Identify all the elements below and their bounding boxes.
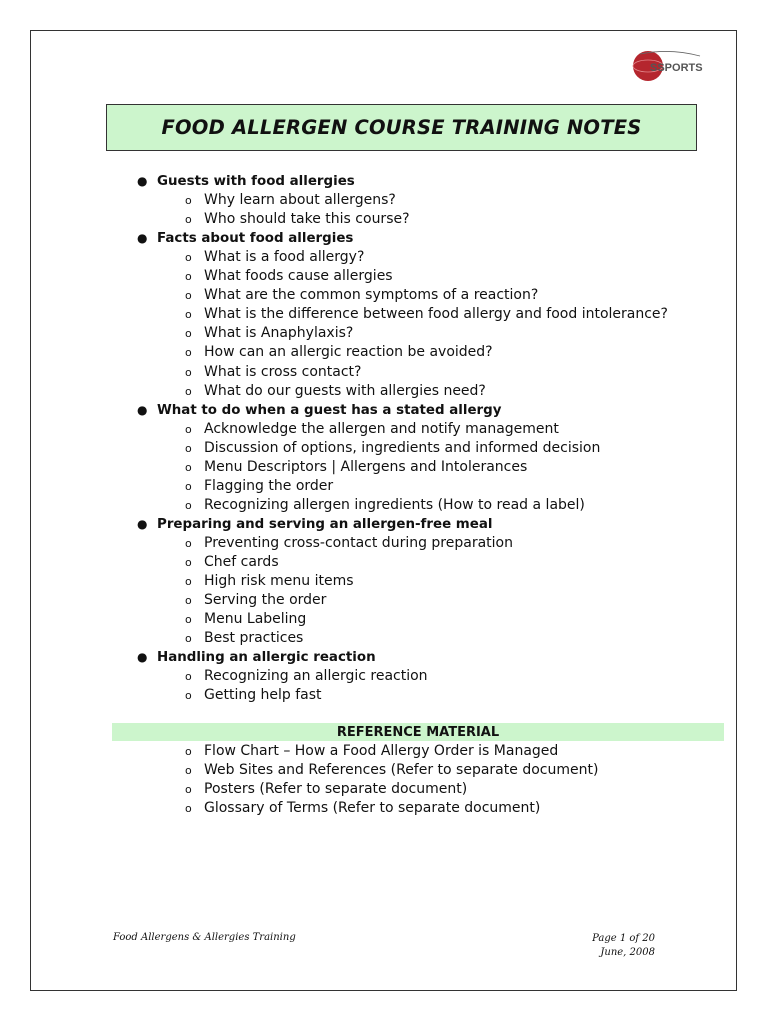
sub-bullet-icon: o: [185, 194, 192, 208]
outline-item: [185, 591, 326, 610]
outline-item: [185, 629, 303, 648]
outline-item-text: Best practices: [204, 630, 304, 647]
reference-item-text: Web Sites and References (Refer to separate document): [204, 762, 599, 779]
sub-bullet-icon: o: [185, 613, 192, 627]
outline-item-text: High risk menu items: [204, 573, 354, 590]
outline-item-text: How can an allergic reaction be avoided?: [204, 344, 493, 361]
reference-item-text: Flow Chart – How a Food Allergy Order is Managed: [204, 743, 559, 759]
section-heading: [137, 648, 376, 667]
section-heading-text: What to do when a guest has a stated allergy: [157, 402, 502, 418]
sub-bullet-icon: o: [185, 479, 192, 493]
footer-page-info: [592, 932, 655, 960]
sub-bullet-icon: o: [185, 308, 192, 322]
outline-item: [185, 305, 668, 324]
sub-bullet-icon: o: [185, 764, 192, 778]
section-heading: [137, 515, 492, 534]
outline-item: [185, 363, 361, 382]
outline-item-text: Menu Descriptors | Allergens and Intolerances: [204, 458, 528, 475]
outline-item-text: Serving the order: [204, 592, 327, 609]
outline-item-text: What is a food allergy?: [204, 249, 365, 266]
company-logo: [630, 46, 710, 86]
reference-item-text: Posters (Refer to separate document): [204, 781, 468, 798]
reference-item: [185, 761, 598, 780]
reference-heading: REFERENCE MATERIAL: [336, 724, 500, 740]
outline-item: [185, 324, 353, 343]
outline-item: [185, 439, 600, 458]
outline-item: [185, 286, 538, 305]
outline-item-text: Chef cards: [204, 554, 279, 570]
outline-item-text: What foods cause allergies: [204, 268, 393, 285]
sub-bullet-icon: o: [185, 670, 192, 684]
footer-title: Food Allergens & Allergies Training: [113, 932, 296, 943]
outline-item-text: Acknowledge the allergen and notify management: [204, 420, 559, 437]
outline-item-text: Getting help fast: [204, 687, 322, 704]
bullet-icon: ●: [137, 402, 148, 417]
sub-bullet-icon: o: [185, 365, 192, 379]
sub-bullet-icon: o: [185, 327, 192, 341]
outline-item: [185, 382, 486, 401]
sub-bullet-icon: o: [185, 745, 192, 758]
outline-item-text: Who should take this course?: [204, 211, 410, 228]
outline-item: [185, 553, 279, 572]
outline-item-text: What do our guests with allergies need?: [204, 382, 486, 399]
outline-item-text: Flagging the order: [204, 477, 334, 494]
outline-item-text: What is Anaphylaxis?: [204, 325, 354, 342]
sub-bullet-icon: o: [185, 251, 192, 265]
outline-item-text: Menu Labeling: [204, 611, 307, 628]
outline-item: [185, 610, 306, 629]
footer-page-number: Page 1 of 20: [592, 933, 655, 944]
outline-item-text: Preventing cross-contact during preparation: [204, 534, 513, 551]
reference-item-text: Glossary of Terms (Refer to separate document): [204, 800, 541, 817]
outline-item: [185, 420, 559, 439]
outline-item: [185, 496, 585, 515]
sub-bullet-icon: o: [185, 783, 192, 797]
section-heading-text: Guests with food allergies: [157, 174, 355, 189]
bullet-icon: ●: [137, 231, 148, 246]
section-heading: [137, 229, 353, 248]
section-heading-text: Facts about food allergies: [157, 231, 354, 247]
sub-bullet-icon: o: [185, 441, 192, 455]
outline-item: [185, 686, 322, 705]
reference-heading-bar: [112, 723, 724, 741]
section-heading: [137, 172, 355, 191]
sub-bullet-icon: o: [185, 346, 192, 360]
sub-bullet-icon: o: [185, 556, 192, 569]
sub-bullet-icon: o: [185, 498, 192, 512]
sub-bullet-icon: o: [185, 289, 192, 303]
footer-date: June, 2008: [600, 947, 655, 958]
outline-item: [185, 458, 527, 477]
outline-item: [185, 477, 333, 496]
sub-bullet-icon: o: [185, 594, 192, 608]
reference-item: [185, 799, 540, 818]
outline-item-text: Why learn about allergens?: [204, 192, 396, 209]
sub-bullet-icon: o: [185, 575, 192, 589]
section-heading: [137, 401, 501, 420]
sub-bullet-icon: o: [185, 802, 192, 816]
reference-item: [185, 780, 467, 799]
title-box: [106, 104, 697, 151]
logo-text: SSPORTS: [650, 62, 703, 74]
sub-bullet-icon: o: [185, 536, 192, 550]
document-title: FOOD ALLERGEN COURSE TRAINING NOTES: [161, 116, 642, 139]
outline-item: [185, 572, 354, 591]
outline-item-text: Recognizing an allergic reaction: [204, 668, 428, 685]
section-heading-text: Preparing and serving an allergen-free meal: [157, 516, 493, 532]
outline-item-text: What is the difference between food allergy and food intolerance?: [204, 306, 668, 323]
sub-bullet-icon: o: [185, 270, 192, 284]
outline-item: [185, 534, 513, 553]
outline-item: [185, 191, 396, 210]
outline-item-text: What are the common symptoms of a reaction?: [204, 287, 539, 304]
sub-bullet-icon: o: [185, 460, 192, 474]
outline-item-text: Discussion of options, ingredients and informed decision: [204, 439, 601, 456]
bullet-icon: ●: [137, 650, 148, 665]
bullet-icon: ●: [137, 174, 148, 188]
sub-bullet-icon: o: [185, 689, 192, 703]
outline-item: [185, 210, 410, 229]
sub-bullet-icon: o: [185, 422, 192, 436]
outline-item-text: Recognizing allergen ingredients (How to read a label): [204, 496, 585, 513]
bullet-icon: ●: [137, 516, 148, 531]
outline-item: [185, 267, 393, 286]
sub-bullet-icon: o: [185, 632, 192, 646]
section-heading-text: Handling an allergic reaction: [157, 650, 376, 666]
sub-bullet-icon: o: [185, 213, 192, 227]
outline-item: [185, 667, 428, 686]
outline-item: [185, 343, 493, 362]
sub-bullet-icon: o: [185, 384, 192, 398]
outline-item: [185, 248, 364, 267]
outline-item-text: What is cross contact?: [204, 363, 362, 380]
reference-item: [185, 742, 558, 761]
